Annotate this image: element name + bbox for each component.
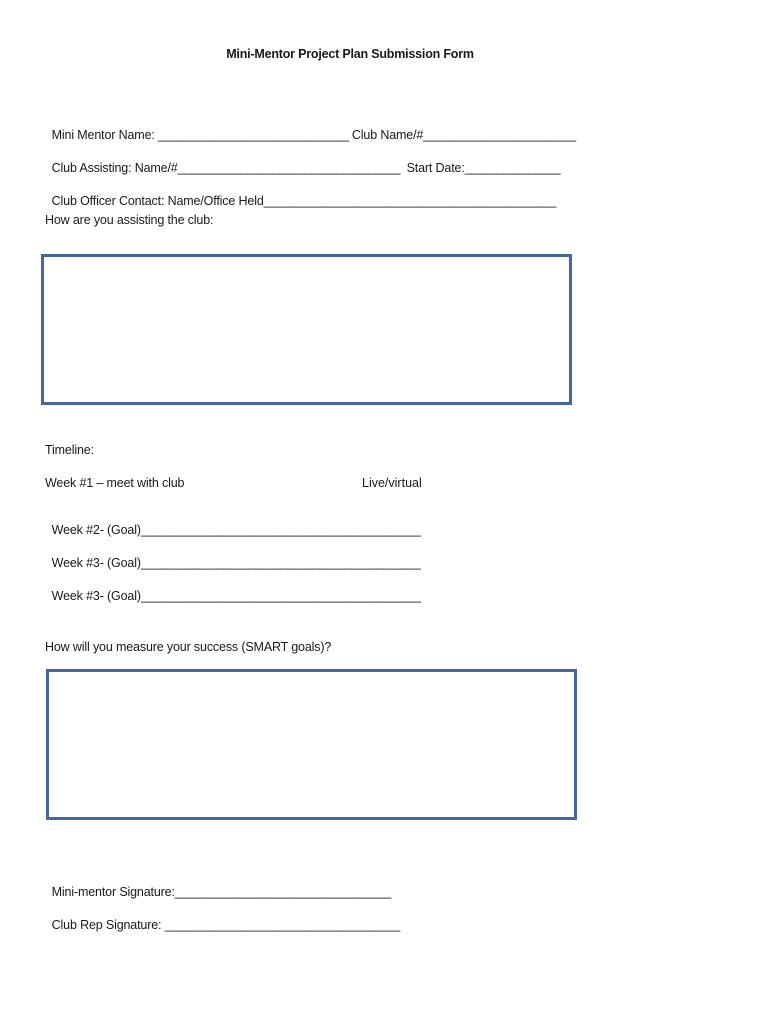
week2-row xyxy=(45,509,420,537)
club-name-label: Club Name/# xyxy=(348,128,424,142)
week3a-row xyxy=(45,542,420,570)
mentor-name-label: Mini Mentor Name: xyxy=(51,128,159,142)
mentor-signature-label: Mini-mentor Signature: xyxy=(51,885,175,899)
mentor-signature-field[interactable]: __________________________________ xyxy=(174,885,391,899)
week1-mode: Live/virtual xyxy=(362,476,422,490)
success-question: How will you measure your success (SMART goals)? xyxy=(45,640,332,654)
officer-contact-row xyxy=(45,180,556,208)
club-assisting-row xyxy=(45,147,560,175)
mentor-name-row xyxy=(45,114,576,142)
week3b-goal-field[interactable]: ____________________________________________ xyxy=(140,589,421,603)
start-date-field[interactable]: _______________ xyxy=(464,161,560,175)
week3b-row xyxy=(45,575,420,603)
officer-contact-label: Club Officer Contact: Name/Office Held xyxy=(51,194,264,208)
week2-goal-field[interactable]: ____________________________________________ xyxy=(140,523,421,537)
week3a-goal-field[interactable]: ____________________________________________ xyxy=(140,556,421,570)
start-date-label: Start Date: xyxy=(399,161,465,175)
mentor-signature-row xyxy=(45,871,391,899)
assist-question: How are you assisting the club: xyxy=(45,213,214,227)
club-assisting-field[interactable]: ___________________________________ xyxy=(177,161,400,175)
form-title: Mini-Mentor Project Plan Submission Form xyxy=(226,47,474,61)
week3a-label: Week #3- (Goal) xyxy=(51,556,141,570)
week1-label: Week #1 – meet with club xyxy=(45,476,185,490)
club-rep-signature-row xyxy=(45,904,400,932)
club-name-field[interactable]: ________________________ xyxy=(423,128,576,142)
week3b-label: Week #3- (Goal) xyxy=(51,589,141,603)
officer-contact-field[interactable]: ______________________________________________ xyxy=(263,194,556,208)
week2-label: Week #2- (Goal) xyxy=(51,523,141,537)
assist-answer-box[interactable] xyxy=(41,254,572,405)
club-rep-signature-label: Club Rep Signature: xyxy=(51,918,165,932)
timeline-label: Timeline: xyxy=(45,443,94,457)
club-rep-signature-field[interactable]: _____________________________________ xyxy=(164,918,400,932)
mentor-name-field[interactable]: ______________________________ xyxy=(158,128,349,142)
club-assisting-label: Club Assisting: Name/# xyxy=(51,161,178,175)
success-answer-box[interactable] xyxy=(46,669,577,820)
